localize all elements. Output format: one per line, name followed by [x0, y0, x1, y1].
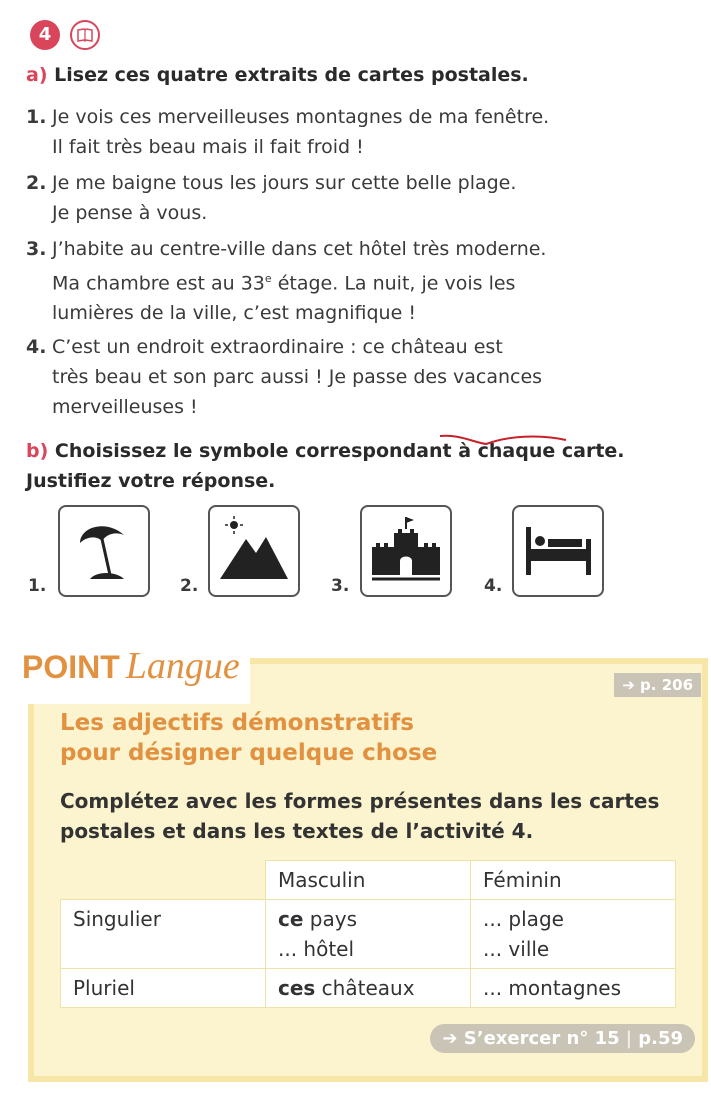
- exercer-link[interactable]: ➔ S’exercer n° 15 | p.59: [430, 1024, 695, 1053]
- symbol-number: 1.: [28, 576, 47, 596]
- row-label: Pluriel: [61, 969, 266, 1008]
- mountain-icon: [216, 513, 292, 589]
- table-header: Féminin: [471, 861, 676, 900]
- symbol-card: [58, 505, 150, 597]
- list-item: [26, 332, 542, 422]
- item-number: 4.: [26, 336, 47, 358]
- table-row: [61, 969, 676, 1008]
- table-cell: ce pays ... hôtel: [266, 900, 471, 969]
- symbol-card: [208, 505, 300, 597]
- part-a-letter: a): [26, 64, 48, 86]
- part-a-title: Lisez ces quatre extraits de cartes postales.: [54, 64, 529, 86]
- row-label: Singulier: [61, 900, 266, 969]
- list-item: [26, 168, 516, 228]
- point-langue-heading: [18, 640, 250, 704]
- item-number: 3.: [26, 238, 47, 260]
- symbol-card: [360, 505, 452, 597]
- beach-umbrella-icon: [66, 513, 142, 589]
- langue-word: Langue: [125, 645, 240, 687]
- item-line: J’habite au centre-ville dans cet hôtel très moderne.: [52, 238, 547, 260]
- part-b-letter: b): [26, 440, 49, 462]
- point-langue-title: Les adjectifs démonstratifs pour désigner quelque chose: [60, 710, 438, 766]
- list-item: [26, 102, 549, 162]
- item-line: lumières de la ville, c’est magnifique !: [52, 302, 416, 325]
- item-line: Je me baigne tous les jours sur cette belle plage.: [52, 172, 517, 194]
- activity-number-badge: 4: [30, 20, 60, 50]
- castle-icon: [368, 513, 444, 589]
- item-line: Ma chambre est au 33e étage. La nuit, je vois les: [52, 272, 516, 295]
- table-corner: [61, 861, 266, 900]
- item-line: merveilleuses !: [52, 396, 198, 418]
- item-number: 2.: [26, 172, 47, 194]
- book-icon: [70, 20, 100, 50]
- item-line: Je vois ces merveilleuses montagnes de ma fenêtre.: [52, 106, 550, 128]
- item-line: Je pense à vous.: [52, 202, 208, 224]
- demonstratives-table: [60, 860, 676, 1008]
- handwritten-underline: [438, 430, 573, 452]
- part-a-heading: [26, 64, 529, 86]
- table-cell: ... montagnes: [471, 969, 676, 1008]
- symbol-number: 3.: [331, 576, 350, 596]
- item-number: 1.: [26, 106, 47, 128]
- bed-icon: [520, 513, 596, 589]
- list-item: [26, 234, 546, 328]
- table-cell: ces châteaux: [266, 969, 471, 1008]
- symbol-card: [512, 505, 604, 597]
- table-header: Masculin: [266, 861, 471, 900]
- point-langue-instruction: Complétez avec les formes présentes dans les cartes postales et dans les textes de l’activité 4.: [60, 789, 660, 843]
- point-word: POINT: [22, 649, 120, 685]
- item-line: C’est un endroit extraordinaire : ce château est: [52, 336, 503, 358]
- part-b-title: Choisissez le symbole correspondant à chaque carte.: [54, 440, 625, 462]
- part-b-subtitle: Justifiez votre réponse.: [26, 470, 276, 492]
- symbol-number: 2.: [180, 576, 199, 596]
- part-b-heading: [26, 436, 686, 496]
- item-line: Il fait très beau mais il fait froid !: [52, 136, 364, 158]
- table-row: [61, 900, 676, 969]
- page-reference-link[interactable]: ➔ p. 206: [614, 673, 701, 697]
- symbol-number: 4.: [484, 576, 503, 596]
- table-cell: ... plage ... ville: [471, 900, 676, 969]
- item-line: très beau et son parc aussi ! Je passe des vacances: [52, 366, 543, 388]
